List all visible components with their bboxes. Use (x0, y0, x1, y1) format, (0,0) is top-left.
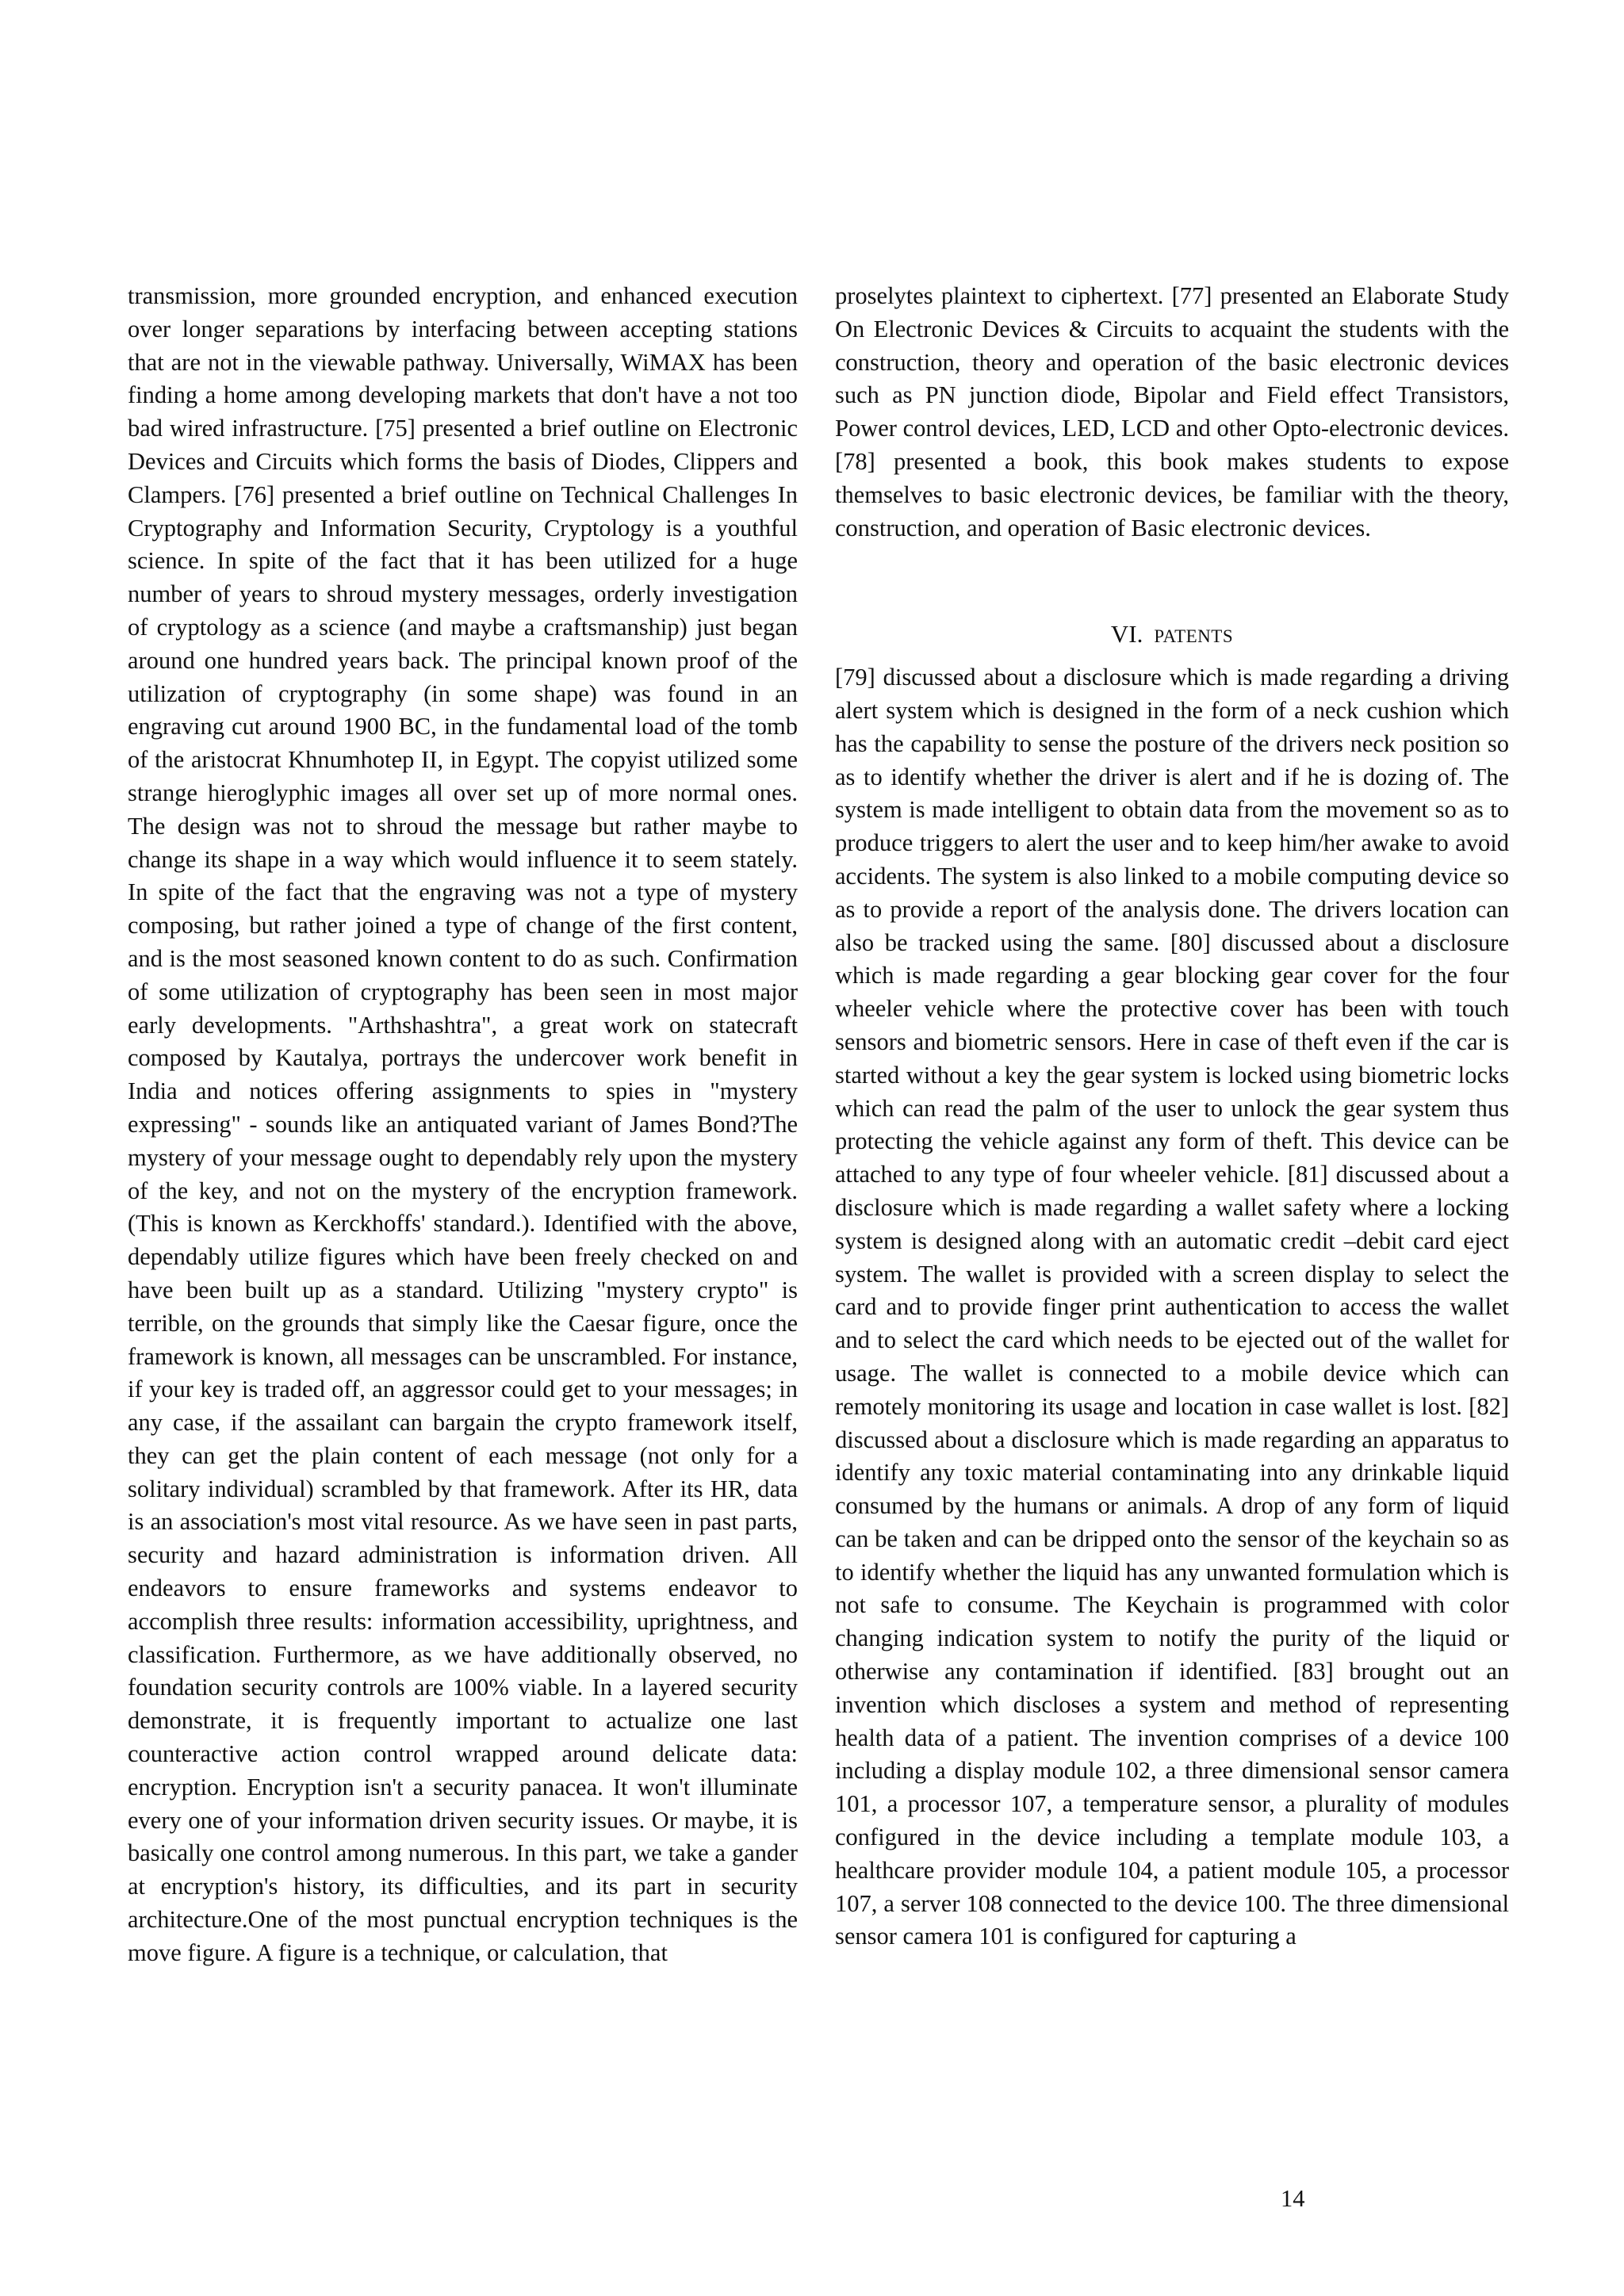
section-number: VI. (1110, 620, 1143, 649)
page-number: 14 (1281, 2185, 1305, 2212)
section-title: PATENTS (1154, 626, 1234, 647)
body-paragraph: transmission, more grounded encryption, and enhanced execution over longer separations by interfacing between accepting stations that are not in the viewable pathway. Universally, WiMAX has been finding a home among developing markets that don't have a not too bad wired infrastructure. [75] presented a brief outline on Electronic Devices and Circuits which forms the basis of Diodes, Clippers and Clampers. [76] presented a brief outline on Technical Challenges In Cryptography and Information Security, Cryptology is a youthful science. In spite of the fact that it has been utilized for a huge number of years to shroud mystery messages, orderly investigation of cryptology as a science (and maybe a craftsmanship) just began around one hundred years back. The principal known proof of the utilization of cryptography (in some shape) was found in an engraving cut around 1900 BC, in the fundamental load of the tomb of the aristocrat Khnumhotep II, in Egypt. The copyist utilized some strange hieroglyphic images all over set up of more normal ones. The design was not to shroud the message but rather maybe to change its shape in a way which would influence it to seem stately. In spite of the fact that the engraving was not a type of mystery composing, but rather joined a type of change of the first content, and is the most seasoned known content to do as such. Confirmation of some utilization of cryptography has been seen in most major early developments. "Arthshashtra", a great work on statecraft composed by Kautalya, portrays the undercover work benefit in India and notices offering assignments to spies in "mystery expressing" - sounds like an antiquated variant of James Bond?The mystery of your message ought to dependably rely upon the mystery of the key, and not on the mystery of the encryption framework. (This is known as Kerckhoffs' standard.). Identified with the above, dependably utilize figures which have been freely checked on and have been built up as a standard. Utilizing "mystery crypto" is terrible, on the grounds that simply like the Caesar figure, once the framework is known, all messages can be unscrambled. For instance, if your key is traded off, an aggressor could get to your messages; in any case, if the assailant can bargain the crypto framework itself, they can get the plain content of each message (not only for a solitary individual) scrambled by that framework. After its HR, data is an association's most vital resource. As we have seen in past parts, security and hazard administration is information driven. All endeavors to ensure frameworks and systems endeavor to accomplish three results: information accessibility, uprightness, and classification. Furthermore, as we have additionally observed, no foundation security controls are 100% viable. In a layered security demonstrate, it is frequently important to actualize one last counteractive action control wrapped around delicate data: encryption. Encryption isn't a security panacea. It won't illuminate every one of your information driven security issues. Or maybe, it is basically one control among numerous. In this part, we take a gander at encryption's history, its difficulties, and its part in security architecture.One of the most punctual encryption techniques is the move figure. A figure is a technique, or calculation, that (128, 282, 798, 1966)
body-paragraph: [79] discussed about a disclosure which is made regarding a driving alert system which is designed in the form of a neck cushion which has the capability to sense the posture of the drivers neck position so as to identify whether the driver is alert and if he is dozing of. The system is made intelligent to obtain data from the movement so as to produce triggers to alert the user and to keep him/her awake to avoid accidents. The system is also linked to a mobile computing device so as to provide a report of the analysis done. The drivers location can also be tracked using the same. [80] discussed about a disclosure which is made regarding a gear blocking gear cover for the four wheeler vehicle where the protective cover has been with touch sensors and biometric sensors. Here in case of theft even if the car is started without a key the gear system is locked using biometric locks which can read the palm of the user to unlock the gear system thus protecting the vehicle against any form of theft. This device can be attached to any type of four wheeler vehicle. [81] discussed about a disclosure which is made regarding a wallet safety where a locking system is designed along with an automatic credit –debit card eject system. The wallet is provided with a screen display to select the card and to provide finger print authentication to access the wallet and to select the card which needs to be ejected out of the wallet for usage. The wallet is connected to a mobile device which can remotely monitoring its usage and location in case wallet is lost. [82] discussed about a disclosure which is made regarding an apparatus to identify any toxic material contaminating into any drinkable liquid consumed by the humans or animals. A drop of any form of liquid can be taken and can be dripped onto the sensor of the keychain so as to identify whether the liquid has any unwanted formulation which is not safe to consume. The Keychain is programmed with color changing indication system to notify the purity of the liquid or otherwise any contamination if identified. [83] brought out an invention which discloses a system and method of representing health data of a patient. The invention comprises of a device 100 including a display module 102, a three dimensional sensor camera 101, a processor 107, a temperature sensor, a plurality of modules configured in the device including a template module 103, a healthcare provider module 104, a patient module 105, a processor 107, a server 108 connected to the device 100. The three dimensional sensor camera 101 is configured for capturing a (835, 664, 1509, 1950)
right-column (835, 280, 1509, 1954)
body-paragraph: proselytes plaintext to ciphertext. [77] presented an Elaborate Study On Electronic Devices & Circuits to acquaint the students with the construction, theory and operation of the basic electronic devices such as PN junction diode, Bipolar and Field effect Transistors, Power control devices, LED, LCD and other Opto-electronic devices. [78] presented a book, this book makes students to expose themselves to basic electronic devices, be familiar with the theory, construction, and operation of Basic electronic devices. (835, 282, 1509, 541)
section-heading (835, 618, 1509, 653)
left-column (128, 280, 798, 1970)
